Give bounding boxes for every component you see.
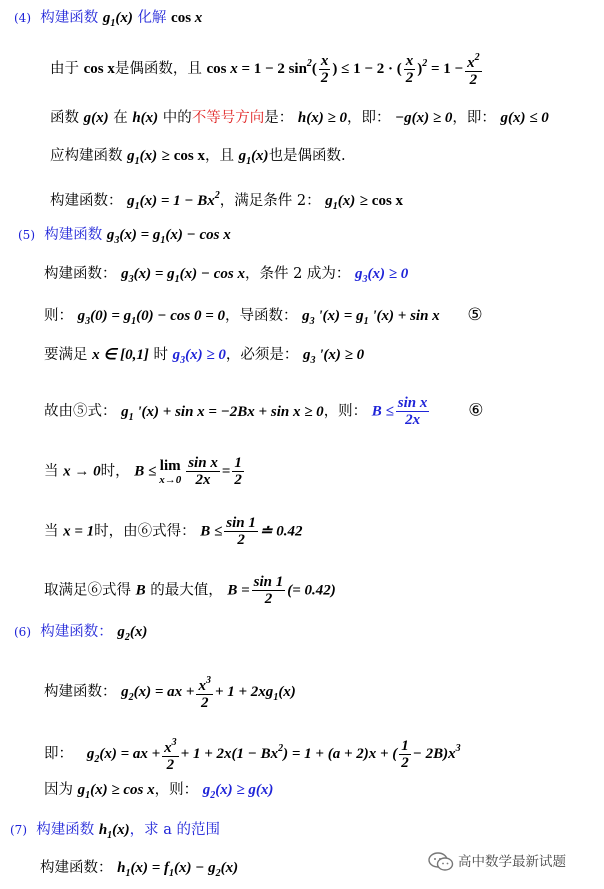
line-direction	[50, 108, 549, 128]
line-g2-expanded: 即： $g_2(x)$ = ax + $\frac{x^3}{2}$ + $1 + 2x(1 - Bx^2) = 1 + (a + 2)x$ + ( $\frac{1}{2}$ − $2B)x^3$	[44, 737, 461, 773]
eq: = g	[140, 227, 161, 243]
text: ，即：	[452, 110, 496, 126]
line-because: 因为 $g_1(x) \ge \cos x$，则： $g_2(x) \ge g(x)$	[44, 782, 274, 801]
text: ，导函数：	[225, 308, 298, 324]
text: ，满足条件 2：	[219, 193, 321, 209]
cos-term: cos x	[83, 61, 115, 77]
text: 在	[113, 110, 128, 126]
lim-sub: x→0	[159, 473, 182, 486]
text: 中的	[162, 110, 192, 126]
circled-5: ⑤	[467, 305, 483, 325]
wechat-icon	[428, 852, 454, 872]
line-g3-zero: 则： $g_3(0) = g_1(0) - \cos 0 = 0$，导函数： $g_3$ '$(x) = g_1$ '(x) + sin x ⑤	[44, 305, 483, 327]
text: 因为	[44, 782, 73, 798]
heading-tail: 化解	[137, 10, 167, 26]
line-limit: 当 x → 0时， B ≤ lim x→0 $\frac{\text{sin x}}{2x}$ = $\frac{1}{2}$	[44, 455, 242, 488]
section-number: (7)	[10, 823, 27, 837]
watermark-text: 高中数学最新试题	[458, 854, 566, 870]
circled-6: ⑥	[468, 400, 484, 421]
text: 的最大值，	[150, 582, 223, 599]
interval: x ∈ [0,1]	[92, 347, 149, 363]
approx: (= 0.42)	[287, 582, 336, 599]
text: 要满足	[44, 347, 88, 363]
text: ，则：	[154, 782, 199, 798]
text: 应构建函数	[50, 148, 123, 164]
text: ，条件 2 成为：	[244, 266, 351, 282]
cos-term: cos x	[171, 10, 203, 26]
g-term: g(x)	[83, 110, 109, 126]
text: 时，由⑥式得：	[94, 523, 196, 540]
text-pre: 由于	[50, 61, 79, 77]
section-5-heading: (5) 构建函数 $g_3(x) = g_1(x) - \cos x$	[18, 227, 231, 246]
line-build-g2: 构建函数： $g_2(x)$ = ax + $\frac{x^3}{2}$ + $1 + 2xg_1(x)$	[44, 675, 296, 711]
text: ，必须是：	[225, 347, 299, 363]
text-mid: 是偶函数，且	[114, 61, 202, 77]
section-7-heading: (7) 构建函数 $h_1(x)$，求 a 的范围	[10, 822, 221, 841]
line-should-build: 应构建函数 $g_1(x) \ge \cos x$，且 $g_1(x)$也是偶函数.	[50, 148, 346, 167]
section-number: (6)	[14, 625, 31, 639]
line-build-g1: 构建函数： $g_1(x) = 1 - Bx^2$，满足条件 2： $g_1(x) \ge \cos x$	[50, 190, 404, 212]
equation: = 1 − Bx	[160, 193, 215, 209]
cond2: −g(x) ≥ 0	[395, 110, 453, 126]
section-number: (5)	[18, 228, 35, 242]
text: ，则：	[323, 403, 368, 420]
h-term: h(x)	[132, 110, 159, 126]
section-6-heading: (6) 构建函数： $g_2(x)$	[14, 624, 148, 643]
line-build-g3: 构建函数： $g_3(x) = g_1(x) - \cos x$，条件 2 成为： $g_3(x) \ge 0$	[44, 266, 409, 285]
text: 当	[44, 523, 59, 540]
g: g	[117, 624, 125, 640]
line-build-h1: 构建函数： $h_1(x) = f_1(x) - g_2(x)$	[40, 860, 239, 879]
cond1: h(x) ≥ 0	[297, 110, 347, 126]
inequality: ≥ cos x	[359, 193, 404, 209]
text: 则：	[44, 308, 73, 324]
text: 构建函数：	[50, 193, 123, 209]
text: 当	[44, 463, 59, 480]
red-text: 不等号方向	[191, 110, 265, 126]
text: 时	[153, 347, 169, 363]
text: 取满足⑥式得	[44, 582, 131, 599]
text: ，且	[204, 148, 234, 164]
text: 是：	[264, 110, 294, 126]
line-cos-even: 由于 cos x是偶函数，且 cos x = 1 − 2 $\sin^2$( $\frac{x}{2}$ ) ≤ 1 − 2 · ( $\frac{x}{2}$ )$^2$ = 1 − $\frac{x^2}{2}$	[50, 52, 480, 88]
line-x-one: 当 x = 1时，由⑥式得： B ≤ $\frac{\sin 1}{2}$ ≐ 0.42	[44, 515, 303, 548]
text: 构建函数：	[44, 684, 117, 700]
inequality: ≥ cos x	[161, 148, 205, 164]
approx: ≐ 0.42	[259, 523, 303, 540]
text: 时，	[100, 463, 130, 480]
B-var: B	[135, 582, 146, 599]
text: 即：	[44, 746, 73, 762]
line-need: 要满足 x ∈ [0,1] 时 $g_3(x) \ge 0$，必须是： $g_3$ '(x) ≥ 0	[44, 347, 365, 366]
lim: lim	[159, 457, 181, 474]
heading-text: 构建函数	[40, 10, 99, 26]
text: ，即：	[346, 110, 391, 126]
text: 函数	[50, 110, 79, 126]
tail: (x) − cos x	[165, 227, 231, 243]
section-4-heading: (4) 构建函数 $g_1(x)$ 化解 cos x	[14, 10, 203, 29]
text: 也是偶函数.	[268, 148, 346, 164]
heading-text: 构建函数：	[40, 624, 113, 640]
section-number: (4)	[14, 11, 31, 25]
cond3: g(x) ≤ 0	[500, 110, 549, 126]
text: 构建函数：	[44, 266, 117, 282]
text: 故由⑤式：	[44, 403, 117, 420]
line-max-B: 取满足⑥式得 B 的最大值， B = $\frac{\sin 1}{2}$ (= 0.42)	[44, 574, 336, 607]
heading-tail: ，求 a 的范围	[129, 822, 221, 838]
heading-text: 构建函数	[44, 227, 103, 243]
heading-text: 构建函数	[36, 822, 95, 838]
line-from-5: 故由⑤式： $g_1$ '(x) + sin x = −2Bx + sin x ≥ 0，则： B ≤ $\frac{\text{sin x}}{2x}$ ⑥	[44, 395, 484, 428]
text: 构建函数：	[40, 860, 113, 876]
watermark	[428, 850, 566, 872]
